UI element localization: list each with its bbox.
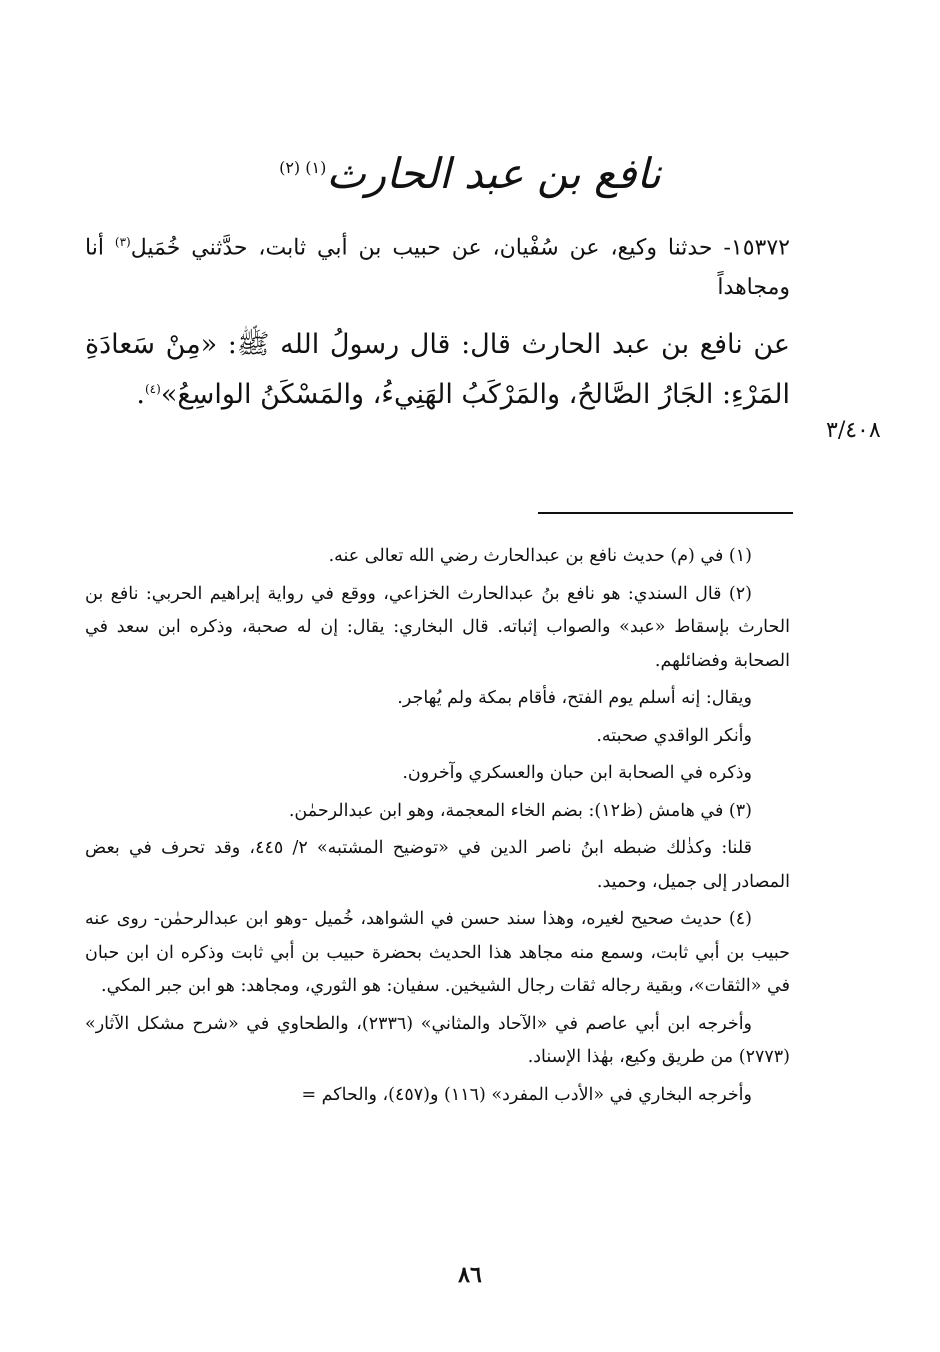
isnad-text: ١٥٣٧٢- حدثنا وكيع، عن سُفْيان، عن حبيب بن أبي ثابت، حدَّثني خُمَيل: [130, 235, 790, 261]
footnote-4-cont: وأخرجه ابن أبي عاصم في «الآحاد والمثاني» (٢٣٣٦)، والطحاوي في «شرح مشكل الآثار» (٢٧٧٣) من طريق وكيع، بهٰذا الإسناد.: [85, 1013, 790, 1067]
footnote-separator: [538, 512, 793, 514]
footnote-1: (١) في (م) حديث نافع بن عبدالحارث رضي الله تعالى عنه.: [328, 546, 752, 566]
footnote-3: (٣) في هامش (ظ١٢): بضم الخاء المعجمة، وهو ابن عبدالرحمٰن.: [288, 800, 752, 821]
page-number: ٨٦: [458, 1262, 482, 1288]
footnote-2-cont: ويقال: إنه أسلم يوم الفتح، فأقام بمكة ولم يُهاجر.: [397, 688, 752, 708]
footnote-2-cont: وأنكر الواقدي صحبته.: [596, 725, 752, 746]
footnote-2: (٢) قال السندي: هو نافع بنُ عبدالحارث الخزاعي، ووقع في رواية إبراهيم الحربي: نافع بن الحارث بإسقاط «عبد» والصواب إثباته. قال البخاري: يقال: إن له صحبة، وذكره ابن سعد في الصحابة وفضائلهم.: [85, 583, 790, 671]
volume-page-reference: ٣/٤٠٨: [826, 418, 881, 443]
chapter-title: [200, 138, 740, 204]
footnote-4: (٤) حديث صحيح لغيره، وهذا سند حسن في الشواهد، خُميل -وهو ابن عبدالرحمٰن- روى عنه حبيب بن أبي ثابت، وسمع منه مجاهد هذا الحديث بحضرة حبيب بن أبي ثابت وذكره ان ابن حبان في «الثقات»، وبقية رجاله ثقات رجال الشيخين. سفيان: هو الثوري، ومجاهد: هو ابن جبر المكي.: [85, 909, 790, 996]
matn-footnote-ref: (٤): [144, 382, 161, 396]
isnad-text-end: أنا ومجاهداً: [85, 235, 790, 301]
matn-text-end: .: [136, 379, 145, 410]
matn-text: عن نافع بن عبد الحارث قال: قال رسولُ الله ﷺ: «مِنْ سَعادَةِ المَرْءِ: الجَارُ الصَّالحُ، والمَرْكَبُ الهَنِيءُ، والمَسْكَنُ الواسِعُ»: [85, 329, 790, 410]
hadith-isnad: [85, 222, 790, 308]
title-footnote-refs: (١) (٢): [279, 158, 327, 177]
isnad-footnote-ref: (٣): [114, 235, 131, 249]
footnotes: [85, 540, 790, 1116]
hadith-matn: [85, 322, 790, 417]
footnote-2-cont: وذكره في الصحابة ابن حبان والعسكري وآخرون.: [402, 763, 752, 783]
chapter-title-text: نافع بن عبد الحارث: [326, 149, 661, 198]
footnote-3-cont: قلنا: وكذٰلك ضبطه ابنُ ناصر الدين في «توضيح المشتبه» ٢/ ٤٤٥، وقد تحرف في بعض المصادر إلى جميل، وحميد.: [85, 838, 790, 892]
footnote-4-cont: وأخرجه البخاري في «الأدب المفرد» (١١٦) و(٤٥٧)، والحاكم =: [301, 1084, 752, 1105]
